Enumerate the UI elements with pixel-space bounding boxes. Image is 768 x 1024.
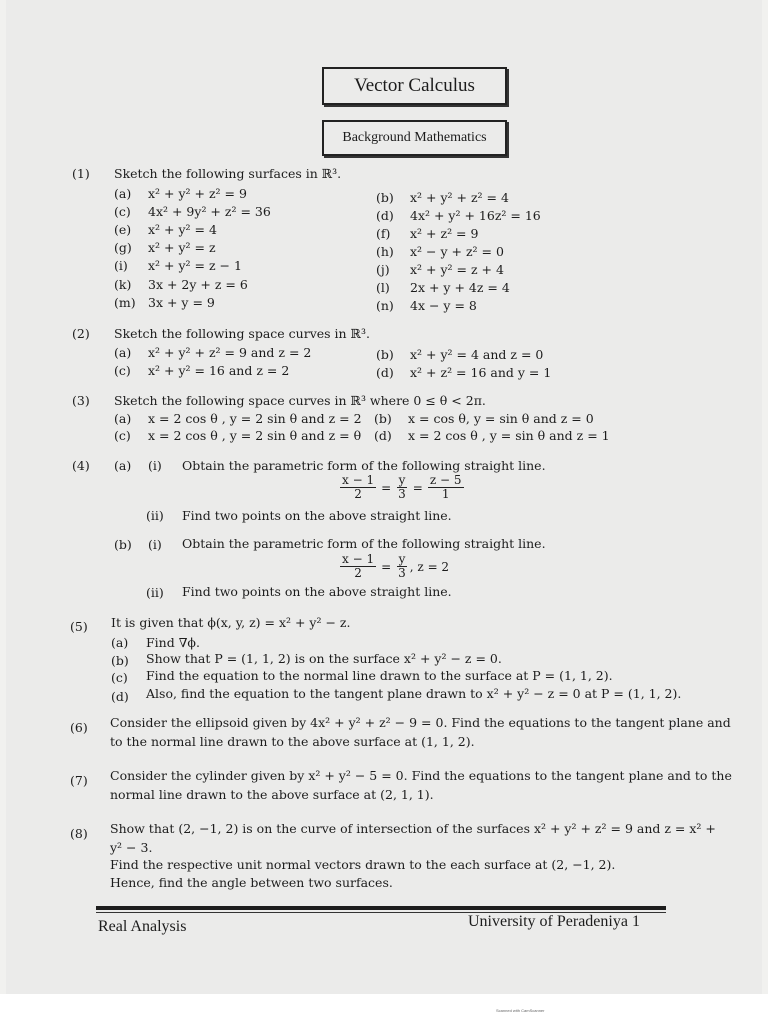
- question-text: Find the respective unit normal vectors drawn to the each surface at (2, −1, 2).: [110, 857, 616, 872]
- bottom-margin: [0, 994, 768, 1024]
- item-label: (c): [114, 428, 131, 443]
- question-prompt: It is given that ϕ(x, y, z) = x² + y² − z.: [111, 615, 351, 630]
- item-label: (d): [376, 208, 394, 223]
- item-label: (d): [374, 428, 392, 443]
- item-expression: x² + y² + z² = 9: [148, 186, 247, 201]
- item-label: (c): [114, 363, 131, 378]
- item-expression: x = 2 cos θ , y = 2 sin θ and z = 2: [148, 411, 362, 426]
- item-expression: x² + y² = z: [148, 240, 216, 255]
- fraction-denominator: 2: [354, 566, 362, 580]
- subitem-text: Find two points on the above straight line.: [182, 508, 452, 523]
- document-title: Vector Calculus: [322, 67, 507, 105]
- item-text: Show that P = (1, 1, 2) is on the surface x² + y² − z = 0.: [146, 651, 502, 666]
- subitem-label: (ii): [146, 508, 164, 523]
- item-label: (a): [114, 458, 132, 473]
- item-expression: x = cos θ, y = sin θ and z = 0: [408, 411, 594, 426]
- item-label: (h): [376, 244, 394, 259]
- question-text: Consider the cylinder given by x² + y² − 5 = 0. Find the equations to the tangent plane and to the: [110, 768, 732, 783]
- item-label: (b): [111, 653, 129, 668]
- item-label: (a): [114, 411, 132, 426]
- item-label: (e): [114, 222, 132, 237]
- subitem-text: Find two points on the above straight line.: [182, 584, 452, 599]
- fraction-denominator: 1: [441, 487, 450, 501]
- question-number: (7): [70, 773, 88, 788]
- item-expression: x² + y² = z + 4: [410, 262, 504, 277]
- question-number: (8): [70, 826, 88, 841]
- question-number: (1): [72, 166, 90, 181]
- question-number: (3): [72, 393, 90, 408]
- item-expression: x = 2 cos θ , y = sin θ and z = 1: [408, 428, 610, 443]
- item-label: (b): [376, 347, 394, 362]
- footer-rule: [96, 906, 666, 910]
- question-number: (6): [70, 720, 88, 735]
- item-label: (b): [114, 537, 132, 552]
- document-subtitle: Background Mathematics: [322, 120, 507, 156]
- item-text: Find ∇ϕ.: [146, 635, 200, 650]
- item-label: (b): [376, 190, 394, 205]
- fraction-numerator: x − 1: [342, 552, 375, 566]
- item-label: (a): [111, 635, 129, 650]
- item-expression: x² + z² = 16 and y = 1: [410, 365, 552, 380]
- fraction-denominator: 2: [354, 487, 362, 501]
- line-equation-a: [338, 474, 466, 501]
- footer-course: Real Analysis: [98, 918, 187, 935]
- item-label: (n): [376, 298, 394, 313]
- item-expression: 3x + 2y + z = 6: [148, 277, 248, 292]
- subitem-text: Obtain the parametric form of the following straight line.: [182, 458, 546, 473]
- item-expression: 2x + y + 4z = 4: [410, 280, 510, 295]
- subitem-label: (i): [148, 537, 162, 552]
- subitem-text: Obtain the parametric form of the following straight line.: [182, 536, 546, 551]
- question-prompt: Sketch the following space curves in ℝ³.: [114, 326, 370, 341]
- item-label: (f): [376, 226, 391, 241]
- question-text: y² − 3.: [110, 840, 153, 855]
- item-label: (l): [376, 280, 390, 295]
- item-expression: x² + y² = 4: [148, 222, 217, 237]
- item-expression: x² + y² = z − 1: [148, 258, 242, 273]
- item-label: (k): [114, 277, 132, 292]
- fraction-denominator: 3: [398, 487, 406, 501]
- item-label: (c): [111, 670, 128, 685]
- fraction-numerator: y: [398, 473, 406, 487]
- subitem-label: (i): [148, 458, 162, 473]
- item-label: (b): [374, 411, 392, 426]
- item-label: (d): [111, 689, 129, 704]
- fraction-denominator: 3: [398, 566, 406, 580]
- item-expression: 4x² + 9y² + z² = 36: [148, 204, 271, 219]
- question-number: (5): [70, 619, 88, 634]
- question-text: to the normal line drawn to the above surface at (1, 1, 2).: [110, 734, 475, 749]
- item-label: (a): [114, 186, 132, 201]
- item-label: (a): [114, 345, 132, 360]
- question-prompt: Sketch the following surfaces in ℝ³.: [114, 166, 342, 181]
- item-expression: x² + y² = 16 and z = 2: [148, 363, 290, 378]
- equals-sign: =: [381, 559, 392, 574]
- equation-tail: , z = 2: [409, 559, 450, 574]
- question-text: Consider the ellipsoid given by 4x² + y² + z² − 9 = 0. Find the equations to the tangent plane and: [110, 715, 731, 730]
- item-label: (g): [114, 240, 132, 255]
- item-label: (i): [114, 258, 128, 273]
- item-label: (d): [376, 365, 394, 380]
- question-text: Show that (2, −1, 2) is on the curve of intersection of the surfaces x² + y² + z² = 9 and z = x² +: [110, 821, 716, 836]
- question-number: (2): [72, 326, 90, 341]
- item-expression: x² + y² + z² = 9 and z = 2: [148, 345, 312, 360]
- subitem-label: (ii): [146, 585, 164, 600]
- question-prompt: Sketch the following space curves in ℝ³ where 0 ≤ θ < 2π.: [114, 393, 486, 408]
- item-text: Find the equation to the normal line drawn to the surface at P = (1, 1, 2).: [146, 668, 613, 683]
- item-label: (j): [376, 262, 390, 277]
- item-expression: 4x² + y² + 16z² = 16: [410, 208, 541, 223]
- question-text: Hence, find the angle between two surfaces.: [110, 875, 393, 890]
- item-expression: x = 2 cos θ , y = 2 sin θ and z = θ: [148, 428, 362, 443]
- item-expression: x² + y² + z² = 4: [410, 190, 509, 205]
- item-expression: 3x + y = 9: [148, 295, 215, 310]
- item-label: (c): [114, 204, 131, 219]
- fraction-numerator: x − 1: [342, 473, 375, 487]
- question-number: (4): [72, 458, 90, 473]
- equals-sign: =: [381, 480, 392, 495]
- item-expression: x² + y² = 4 and z = 0: [410, 347, 544, 362]
- item-text: Also, find the equation to the tangent plane drawn to x² + y² − z = 0 at P = (1, 1, 2).: [146, 686, 682, 701]
- item-label: (m): [114, 295, 136, 310]
- equals-sign: =: [412, 480, 423, 495]
- item-expression: 4x − y = 8: [410, 298, 477, 313]
- question-text: normal line drawn to the above surface at (2, 1, 1).: [110, 787, 434, 802]
- footer-institution-page: University of Peradeniya 1: [468, 913, 640, 930]
- item-expression: x² − y + z² = 0: [410, 244, 504, 259]
- item-expression: x² + z² = 9: [410, 226, 479, 241]
- scanner-watermark: Scanned with CamScanner: [496, 1008, 545, 1013]
- line-equation-b: [338, 553, 449, 580]
- fraction-numerator: y: [398, 552, 406, 566]
- fraction-numerator: z − 5: [429, 473, 462, 487]
